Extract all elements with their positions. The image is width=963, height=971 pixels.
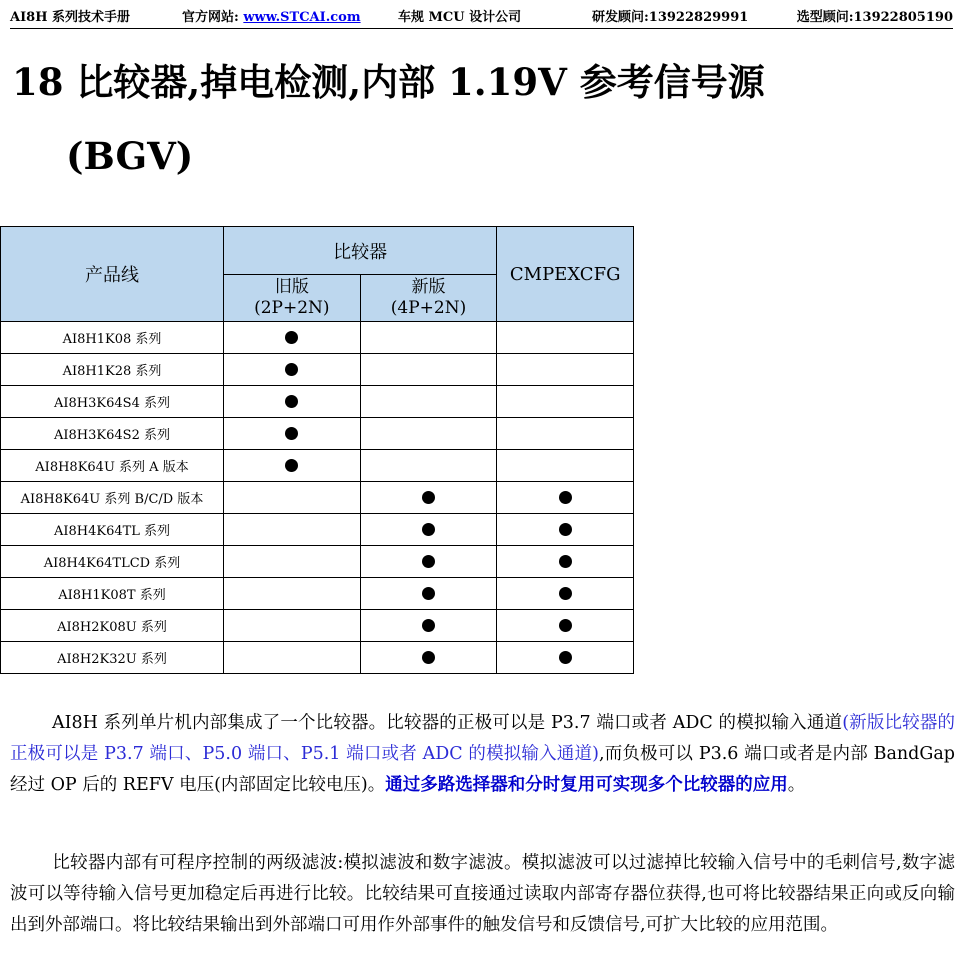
product-name-cell: AI8H3K64S2 系列 <box>1 418 224 450</box>
para1-text-a: AI8H 系列单片机内部集成了一个比较器。比较器的正极可以是 P3.7 端口或者 ADC 的模拟输入通道 <box>52 713 843 733</box>
product-name-cell: AI8H3K64S4 系列 <box>1 386 224 418</box>
new-version-cell <box>360 578 497 610</box>
section-title-continued: (BGV) <box>66 134 194 178</box>
old-version-cell <box>224 610 361 642</box>
old-version-cell <box>224 450 361 482</box>
support-dot-icon <box>285 395 298 408</box>
header-site-label: 官方网站: <box>182 10 239 25</box>
support-dot-icon <box>422 619 435 632</box>
old-version-cell <box>224 322 361 354</box>
cmpexcfg-cell <box>497 322 634 354</box>
header-company: 车规 MCU 设计公司 <box>398 10 522 25</box>
support-dot-icon <box>285 331 298 344</box>
support-dot-icon <box>285 363 298 376</box>
support-dot-icon <box>422 555 435 568</box>
table-row <box>1 386 634 418</box>
new-version-cell <box>360 386 497 418</box>
table-row <box>1 418 634 450</box>
product-name-cell: AI8H4K64TLCD 系列 <box>1 546 224 578</box>
support-dot-icon <box>559 555 572 568</box>
header-selection-consultant: 选型顾问:13922805190 <box>796 10 953 25</box>
header-website <box>182 6 361 25</box>
support-dot-icon <box>422 491 435 504</box>
cmpexcfg-cell <box>497 578 634 610</box>
new-version-cell <box>360 418 497 450</box>
paragraph-filter <box>10 848 955 941</box>
support-dot-icon <box>559 651 572 664</box>
support-dot-icon <box>285 459 298 472</box>
section-title: 18 比较器,掉电检测,内部 1.19V 参考信号源 <box>12 60 765 104</box>
support-dot-icon <box>559 619 572 632</box>
product-name-cell: AI8H8K64U 系列 B/C/D 版本 <box>1 482 224 514</box>
para2-text: 比较器内部有可程序控制的两级滤波:模拟滤波和数字滤波。模拟滤波可以过滤掉比较输入信号中的毛刺信号,数字滤波可以等待输入信号更加稳定后再进行比较。比较结果可直接通过读取内部寄存器位获得,也可将比较器结果正向或反向输出到外部端口。将比较结果输出到外部端口可用作外部事件的触发信号和反馈信号,可扩大比较的应用范围。 <box>10 853 955 935</box>
table-row <box>1 514 634 546</box>
product-name-cell: AI8H1K08T 系列 <box>1 578 224 610</box>
new-version-cell <box>360 482 497 514</box>
support-dot-icon <box>422 523 435 536</box>
cmpexcfg-cell <box>497 610 634 642</box>
table-row <box>1 482 634 514</box>
table-row <box>1 546 634 578</box>
support-dot-icon <box>285 427 298 440</box>
product-name-cell: AI8H1K28 系列 <box>1 354 224 386</box>
header-rd-consultant: 研发顾问:13922829991 <box>592 10 749 25</box>
product-name-cell: AI8H2K08U 系列 <box>1 610 224 642</box>
table-row <box>1 578 634 610</box>
old-version-cell <box>224 578 361 610</box>
header-old-version <box>224 275 361 322</box>
new-version-cell <box>360 322 497 354</box>
old-version-cell <box>224 482 361 514</box>
new-version-cell <box>360 514 497 546</box>
table-row <box>1 322 634 354</box>
header-old-version-label: 旧版 <box>274 277 309 297</box>
paragraph-intro <box>10 708 955 801</box>
header-old-version-sub: (2P+2N) <box>254 298 330 318</box>
product-name-cell: AI8H4K64TL 系列 <box>1 514 224 546</box>
table-body <box>1 322 634 674</box>
old-version-cell <box>224 546 361 578</box>
product-name-cell: AI8H1K08 系列 <box>1 322 224 354</box>
product-name-cell: AI8H8K64U 系列 A 版本 <box>1 450 224 482</box>
para1-highlight: 通过多路选择器和分时复用可实现多个比较器的应用 <box>385 775 788 795</box>
cmpexcfg-cell <box>497 642 634 674</box>
support-dot-icon <box>422 651 435 664</box>
header-comparator: 比较器 <box>224 227 497 275</box>
new-version-cell <box>360 450 497 482</box>
cmpexcfg-cell <box>497 482 634 514</box>
header-site-link[interactable]: www.STCAI.com <box>243 10 361 25</box>
support-dot-icon <box>559 587 572 600</box>
new-version-cell <box>360 354 497 386</box>
page-header <box>10 6 953 29</box>
cmpexcfg-cell <box>497 386 634 418</box>
table-row <box>1 450 634 482</box>
cmpexcfg-cell <box>497 418 634 450</box>
header-doc-title: AI8H 系列技术手册 <box>10 10 131 25</box>
header-new-version <box>360 275 497 322</box>
header-new-version-label: 新版 <box>411 277 446 297</box>
old-version-cell <box>224 642 361 674</box>
support-dot-icon <box>422 587 435 600</box>
table-row <box>1 354 634 386</box>
old-version-cell <box>224 386 361 418</box>
new-version-cell <box>360 546 497 578</box>
table-row <box>1 642 634 674</box>
table-row <box>1 610 634 642</box>
para1-text-e: 。 <box>787 775 806 795</box>
comparator-table <box>0 226 634 674</box>
cmpexcfg-cell <box>497 546 634 578</box>
support-dot-icon <box>559 523 572 536</box>
header-product-line: 产品线 <box>1 227 224 322</box>
header-new-version-sub: (4P+2N) <box>390 298 467 318</box>
product-name-cell: AI8H2K32U 系列 <box>1 642 224 674</box>
header-cmpexcfg: CMPEXCFG <box>497 227 634 322</box>
old-version-cell <box>224 418 361 450</box>
para1-text-c: ,而负极可以 P3.6 端口或者是内部 BandGap 经过 OP 后的 REFV 电压(内部固定比较电压)。 <box>10 744 955 795</box>
cmpexcfg-cell <box>497 354 634 386</box>
old-version-cell <box>224 514 361 546</box>
support-dot-icon <box>559 491 572 504</box>
new-version-cell <box>360 642 497 674</box>
cmpexcfg-cell <box>497 514 634 546</box>
cmpexcfg-cell <box>497 450 634 482</box>
old-version-cell <box>224 354 361 386</box>
new-version-cell <box>360 610 497 642</box>
para1-new-version-note: (新版比较器的正极可以是 P3.7 端口、P5.0 端口、P5.1 端口或者 ADC 的模拟输入通道) <box>10 713 956 764</box>
